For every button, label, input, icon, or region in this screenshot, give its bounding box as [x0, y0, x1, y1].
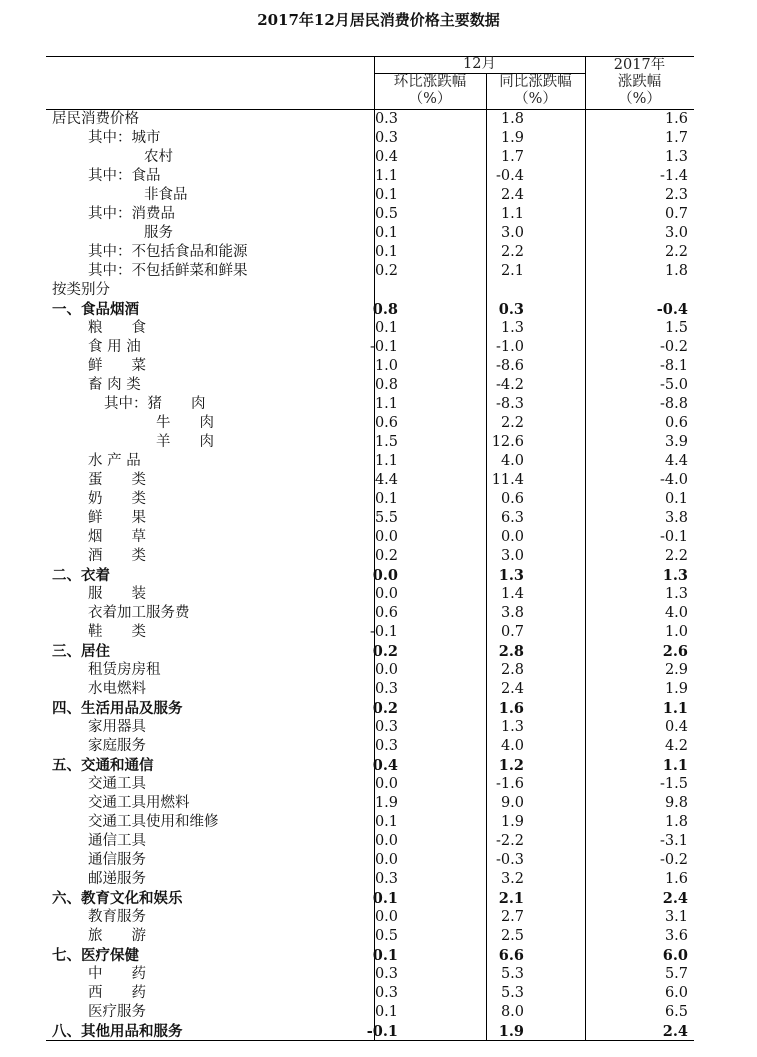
- table-row: [46, 585, 694, 604]
- cpi-table-body: [46, 110, 694, 1041]
- value-mom: 0.1: [372, 890, 398, 907]
- row-label: 鲜 果: [88, 510, 146, 526]
- value-yoy: 1.9: [500, 814, 524, 830]
- header-col-year-top: 2017年: [613, 57, 666, 73]
- row-label: 其中：城市: [88, 130, 161, 146]
- value-year: -0.4: [656, 301, 688, 318]
- value-yoy: -1.0: [496, 339, 524, 355]
- value-mom: 5.5: [374, 510, 398, 526]
- table-row: [46, 509, 694, 528]
- value-mom: 0.2: [374, 548, 398, 564]
- row-label: 邮递服务: [88, 871, 146, 887]
- value-mom: 0.1: [374, 814, 398, 830]
- value-yoy: 2.8: [500, 662, 524, 678]
- table-row: [46, 813, 694, 832]
- value-mom: 0.3: [374, 111, 398, 127]
- value-mom: 0.3: [374, 130, 398, 146]
- value-year: 1.7: [664, 130, 688, 146]
- value-year: 2.6: [662, 643, 688, 660]
- row-label: 服务: [144, 225, 173, 241]
- table-row: [46, 414, 694, 433]
- value-year: 1.6: [664, 111, 688, 127]
- value-yoy: 2.2: [500, 244, 524, 260]
- table-row: [46, 946, 694, 965]
- value-yoy: 12.6: [491, 434, 524, 450]
- row-label: 粮 食: [88, 320, 146, 336]
- table-row: [46, 129, 694, 148]
- table-row: [46, 889, 694, 908]
- value-yoy: 1.6: [498, 700, 524, 717]
- value-year: 1.1: [662, 700, 688, 717]
- table-row: [46, 680, 694, 699]
- value-mom: 0.0: [374, 833, 398, 849]
- value-yoy: 8.0: [500, 1004, 524, 1020]
- value-year: 0.1: [664, 491, 688, 507]
- value-mom: 0.1: [374, 187, 398, 203]
- row-label: 羊 肉: [156, 434, 214, 450]
- value-mom: 0.2: [374, 263, 398, 279]
- table-row: [46, 205, 694, 224]
- value-year: 6.5: [664, 1004, 688, 1020]
- value-yoy: 5.3: [500, 966, 524, 982]
- table-row: [46, 243, 694, 262]
- row-label: 蛋 类: [88, 472, 146, 488]
- value-mom: 1.1: [374, 453, 398, 469]
- table-row: [46, 623, 694, 642]
- table-row: [46, 224, 694, 243]
- row-label: 交通工具: [88, 776, 146, 792]
- table-row: [46, 851, 694, 870]
- value-year: 1.3: [664, 149, 688, 165]
- value-mom: 0.1: [374, 225, 398, 241]
- value-mom: 0.3: [374, 738, 398, 754]
- value-mom: 0.1: [374, 320, 398, 336]
- row-label: 水 产 品: [88, 453, 141, 469]
- value-yoy: 4.0: [500, 738, 524, 754]
- table-row: [46, 281, 694, 300]
- value-mom: 0.4: [374, 149, 398, 165]
- row-label: 五、交通和通信: [52, 757, 154, 774]
- row-label: 七、医疗保健: [52, 947, 139, 964]
- value-year: -0.1: [660, 529, 688, 545]
- value-yoy: 0.3: [498, 301, 524, 318]
- table-row: [46, 756, 694, 775]
- value-mom: 0.6: [374, 605, 398, 621]
- value-yoy: 3.2: [500, 871, 524, 887]
- value-yoy: -8.6: [496, 358, 524, 374]
- value-mom: -0.1: [370, 624, 398, 640]
- row-label: 奶 类: [88, 491, 146, 507]
- value-year: 2.2: [664, 548, 688, 564]
- value-yoy: 5.3: [500, 985, 524, 1001]
- row-label: 其中：食品: [88, 168, 161, 184]
- value-year: 3.8: [664, 510, 688, 526]
- value-year: 2.2: [664, 244, 688, 260]
- table-row: [46, 699, 694, 718]
- value-mom: 0.6: [374, 415, 398, 431]
- value-mom: 0.3: [374, 985, 398, 1001]
- row-label: 旅 游: [88, 928, 146, 944]
- value-year: 0.6: [664, 415, 688, 431]
- value-mom: 1.9: [374, 795, 398, 811]
- table-row: [46, 718, 694, 737]
- value-mom: 1.5: [374, 434, 398, 450]
- value-year: 0.7: [664, 206, 688, 222]
- row-label: 其中：猪 肉: [104, 396, 206, 412]
- row-label: 中 药: [88, 966, 146, 982]
- row-label: 医疗服务: [88, 1004, 146, 1020]
- value-yoy: 1.3: [500, 320, 524, 336]
- value-yoy: 1.3: [498, 567, 524, 584]
- header-col-mom: [374, 74, 486, 108]
- table-row: [46, 927, 694, 946]
- value-year: 1.1: [662, 757, 688, 774]
- value-year: 1.6: [664, 871, 688, 887]
- value-yoy: 6.3: [500, 510, 524, 526]
- table-row: [46, 566, 694, 585]
- row-label: 一、食品烟酒: [52, 301, 139, 318]
- value-year: 1.8: [664, 263, 688, 279]
- row-label: 按类别分: [52, 282, 110, 298]
- value-yoy: 1.8: [500, 111, 524, 127]
- value-year: 1.8: [664, 814, 688, 830]
- value-mom: 1.1: [374, 396, 398, 412]
- table-row: [46, 300, 694, 319]
- value-year: 6.0: [664, 985, 688, 1001]
- row-label: 牛 肉: [156, 415, 214, 431]
- value-yoy: 1.9: [498, 1023, 524, 1040]
- table-row: [46, 737, 694, 756]
- value-mom: 0.0: [374, 586, 398, 602]
- row-label: 家用器具: [88, 719, 146, 735]
- value-mom: 0.8: [372, 301, 398, 318]
- value-yoy: 0.7: [500, 624, 524, 640]
- value-mom: 0.5: [374, 206, 398, 222]
- value-year: -0.2: [660, 852, 688, 868]
- value-yoy: 2.1: [500, 263, 524, 279]
- value-year: 0.4: [664, 719, 688, 735]
- value-year: -1.4: [660, 168, 688, 184]
- row-label: 食 用 油: [88, 339, 141, 355]
- value-mom: 1.1: [374, 168, 398, 184]
- table-row: [46, 1003, 694, 1022]
- table-row: [46, 357, 694, 376]
- table-row: [46, 661, 694, 680]
- value-yoy: 4.0: [500, 453, 524, 469]
- value-yoy: 3.0: [500, 225, 524, 241]
- value-mom: -0.1: [370, 339, 398, 355]
- value-yoy: 11.4: [491, 472, 524, 488]
- row-label: 服 装: [88, 586, 146, 602]
- value-yoy: -0.4: [496, 168, 524, 184]
- value-year: -5.0: [660, 377, 688, 393]
- value-yoy: 2.7: [500, 909, 524, 925]
- table-row: [46, 471, 694, 490]
- value-year: 1.3: [664, 586, 688, 602]
- value-year: 6.0: [662, 947, 688, 964]
- row-label: 四、生活用品及服务: [52, 700, 183, 717]
- value-year: 9.8: [664, 795, 688, 811]
- value-year: 3.0: [664, 225, 688, 241]
- header-col-yoy-line1: 同比涨跌幅: [499, 74, 572, 90]
- value-year: 2.4: [662, 890, 688, 907]
- value-year: 1.0: [664, 624, 688, 640]
- table-row: [46, 775, 694, 794]
- value-year: 1.9: [664, 681, 688, 697]
- value-mom: 0.3: [374, 966, 398, 982]
- value-mom: 0.0: [372, 567, 398, 584]
- value-year: -1.5: [660, 776, 688, 792]
- table-row: [46, 984, 694, 1003]
- value-yoy: -4.2: [496, 377, 524, 393]
- value-yoy: 2.1: [498, 890, 524, 907]
- value-year: 2.9: [664, 662, 688, 678]
- value-yoy: 0.6: [500, 491, 524, 507]
- value-yoy: 2.4: [500, 681, 524, 697]
- value-year: 2.4: [662, 1023, 688, 1040]
- header-col-year-line1: 涨跌幅: [617, 74, 662, 90]
- value-yoy: 2.4: [500, 187, 524, 203]
- table-row: [46, 110, 694, 129]
- row-label: 三、居住: [52, 643, 110, 660]
- value-yoy: 2.8: [498, 643, 524, 660]
- row-label: 六、教育文化和娱乐: [52, 890, 183, 907]
- value-yoy: 2.2: [500, 415, 524, 431]
- value-mom: 0.1: [374, 244, 398, 260]
- value-year: 4.0: [664, 605, 688, 621]
- value-mom: 1.0: [374, 358, 398, 374]
- value-mom: 0.3: [374, 681, 398, 697]
- header-col-yoy: [486, 74, 585, 108]
- value-mom: 0.0: [374, 529, 398, 545]
- value-mom: 0.0: [374, 909, 398, 925]
- table-row: [46, 870, 694, 889]
- row-label: 酒 类: [88, 548, 146, 564]
- value-yoy: 1.4: [500, 586, 524, 602]
- value-year: 3.6: [664, 928, 688, 944]
- value-mom: 0.0: [374, 776, 398, 792]
- value-year: -0.2: [660, 339, 688, 355]
- value-yoy: 1.3: [500, 719, 524, 735]
- value-mom: 0.3: [374, 871, 398, 887]
- value-yoy: 1.9: [500, 130, 524, 146]
- table-row: [46, 338, 694, 357]
- value-yoy: 1.2: [498, 757, 524, 774]
- row-label: 八、其他用品和服务: [52, 1023, 183, 1040]
- value-mom: 0.1: [374, 1004, 398, 1020]
- table-row: [46, 794, 694, 813]
- value-mom: -0.1: [366, 1023, 398, 1040]
- value-yoy: -0.3: [496, 852, 524, 868]
- value-yoy: 1.1: [500, 206, 524, 222]
- table-row: [46, 319, 694, 338]
- value-year: -8.8: [660, 396, 688, 412]
- row-label: 非食品: [144, 187, 188, 203]
- row-label: 其中：消费品: [88, 206, 175, 222]
- value-year: -3.1: [660, 833, 688, 849]
- value-yoy: 0.0: [500, 529, 524, 545]
- table-row: [46, 395, 694, 414]
- table-row: [46, 167, 694, 186]
- header-col-mom-line2: （%）: [408, 91, 452, 107]
- header-group-12m: 12月: [463, 56, 496, 72]
- value-yoy: 2.5: [500, 928, 524, 944]
- value-mom: 0.0: [374, 852, 398, 868]
- value-mom: 0.3: [374, 719, 398, 735]
- value-year: 2.3: [664, 187, 688, 203]
- row-label: 租赁房房租: [88, 662, 161, 678]
- row-label: 交通工具用燃料: [88, 795, 190, 811]
- value-yoy: 6.6: [498, 947, 524, 964]
- table-row: [46, 490, 694, 509]
- row-label: 其中：不包括鲜菜和鲜果: [88, 263, 248, 279]
- row-label: 衣着加工服务费: [88, 605, 190, 621]
- value-mom: 0.2: [372, 700, 398, 717]
- value-year: 3.1: [664, 909, 688, 925]
- value-year: 5.7: [664, 966, 688, 982]
- table-row: [46, 452, 694, 471]
- row-label: 鞋 类: [88, 624, 146, 640]
- value-year: 1.3: [662, 567, 688, 584]
- header-col-year: [585, 57, 694, 108]
- value-year: -8.1: [660, 358, 688, 374]
- page-title: 2017年12月居民消费价格主要数据: [257, 11, 500, 29]
- table-row: [46, 433, 694, 452]
- header-col-year-line2: （%）: [618, 91, 661, 107]
- table-row: [46, 604, 694, 623]
- value-mom: 0.1: [374, 491, 398, 507]
- row-label: 水电燃料: [88, 681, 146, 697]
- table-row: [46, 965, 694, 984]
- value-mom: 0.1: [372, 947, 398, 964]
- value-mom: 0.2: [372, 643, 398, 660]
- row-label: 鲜 菜: [88, 358, 146, 374]
- row-label: 西 药: [88, 985, 146, 1001]
- value-year: 1.5: [664, 320, 688, 336]
- row-label: 教育服务: [88, 909, 146, 925]
- table-row: [46, 1022, 694, 1041]
- value-yoy: -1.6: [496, 776, 524, 792]
- row-label: 通信工具: [88, 833, 146, 849]
- value-year: -4.0: [660, 472, 688, 488]
- value-yoy: 1.7: [500, 149, 524, 165]
- row-label: 农村: [144, 149, 173, 165]
- row-label: 烟 草: [88, 529, 146, 545]
- table-row: [46, 262, 694, 281]
- value-mom: 4.4: [374, 472, 398, 488]
- row-label: 二、衣着: [52, 567, 110, 584]
- table-row: [46, 642, 694, 661]
- value-year: 4.2: [664, 738, 688, 754]
- table-row: [46, 547, 694, 566]
- table-row: [46, 908, 694, 927]
- table-row: [46, 148, 694, 167]
- row-label: 其中：不包括食品和能源: [88, 244, 248, 260]
- row-label: 居民消费价格: [52, 111, 139, 127]
- value-mom: 0.8: [374, 377, 398, 393]
- row-label: 通信服务: [88, 852, 146, 868]
- table-row: [46, 376, 694, 395]
- value-yoy: 3.8: [500, 605, 524, 621]
- value-yoy: -2.2: [496, 833, 524, 849]
- value-yoy: 9.0: [500, 795, 524, 811]
- row-label: 家庭服务: [88, 738, 146, 754]
- value-yoy: -8.3: [496, 396, 524, 412]
- header-col-mom-line1: 环比涨跌幅: [393, 74, 467, 90]
- value-year: 3.9: [664, 434, 688, 450]
- table-row: [46, 186, 694, 205]
- table-row: [46, 832, 694, 851]
- value-mom: 0.0: [374, 662, 398, 678]
- row-label: 畜 肉 类: [88, 377, 141, 393]
- value-year: 4.4: [664, 453, 688, 469]
- row-label: 交通工具使用和维修: [88, 814, 219, 830]
- table-row: [46, 528, 694, 547]
- value-mom: 0.5: [374, 928, 398, 944]
- header-col-yoy-line2: （%）: [514, 91, 557, 107]
- value-mom: 0.4: [372, 757, 398, 774]
- value-yoy: 3.0: [500, 548, 524, 564]
